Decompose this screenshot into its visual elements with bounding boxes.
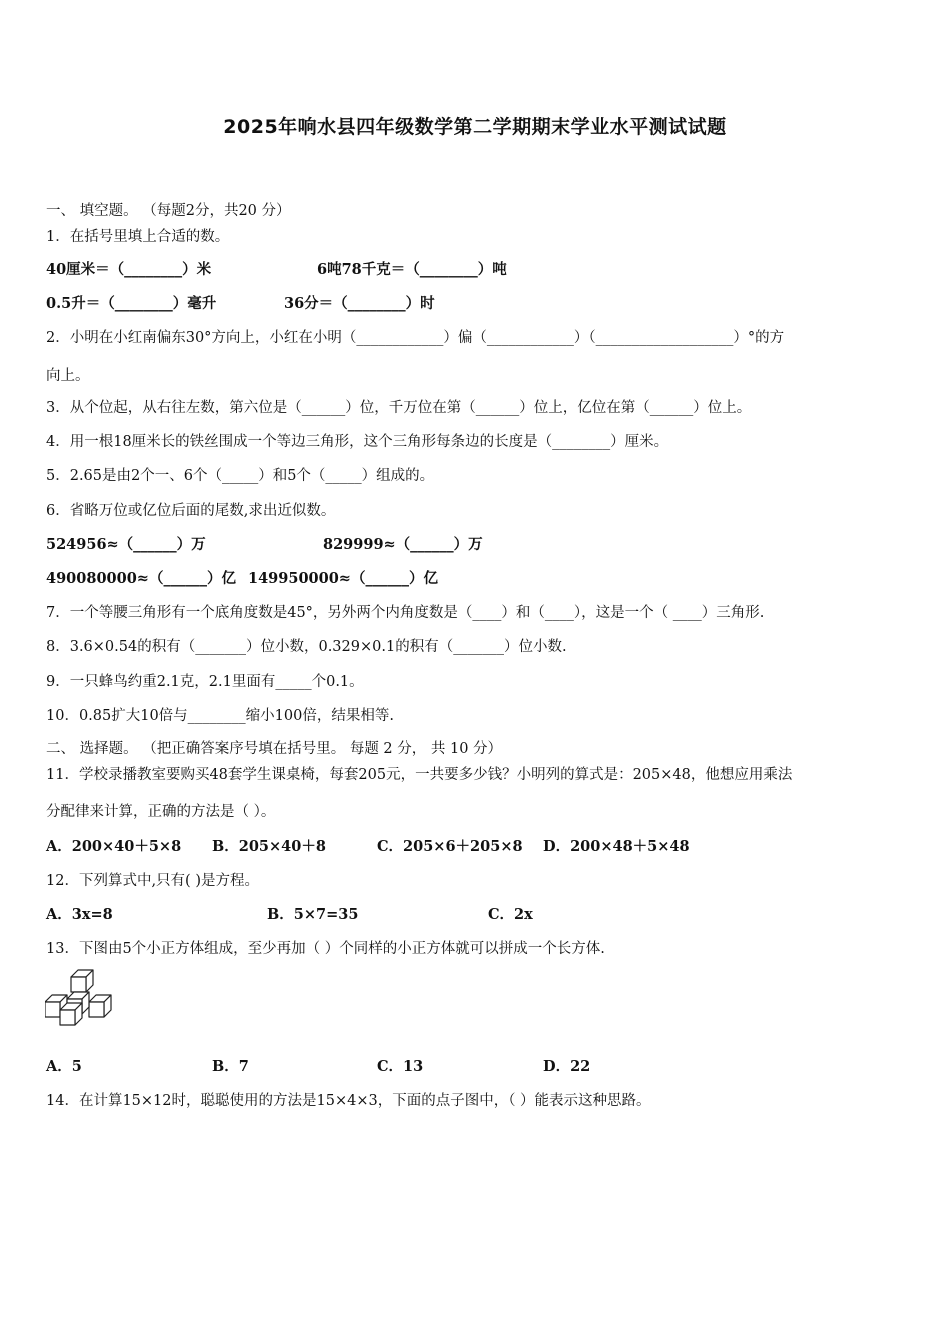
question-6-item-a: 524956≈（______）万 (46, 536, 206, 553)
question-2-line-1: 2．小明在小红南偏东30°方向上，小红在小明（____________）偏（____________）（___________________）°的方 (46, 330, 785, 346)
question-6-stem: 6．省略万位或亿位后面的尾数,求出近似数。 (46, 503, 336, 519)
section-heading-choice: 二、 选择题。 （把正确答案序号填在括号里。 每题 2 分， 共 10 分） (46, 741, 503, 757)
question-9: 9．一只蜂鸟约重2.1克，2.1里面有_____个0.1。 (46, 674, 364, 690)
question-7: 7．一个等腰三角形有一个底角度数是45°，另外两个内角度数是（____）和（____），这是一个（ ____）三角形. (46, 605, 765, 621)
question-1-item-b: 6吨78千克＝（________）吨 (317, 261, 507, 278)
page-title: 2025年响水县四年级数学第二学期期末学业水平测试试题 (223, 116, 727, 138)
question-10: 10．0.85扩大10倍与________缩小100倍，结果相等. (46, 708, 394, 724)
question-12-option-c: C．2x (488, 906, 533, 923)
question-14-stem: 14．在计算15×12时，聪聪使用的方法是15×4×3，下面的点子图中，（ ）能表示这种思路。 (46, 1093, 651, 1109)
cube-bottom-right (89, 995, 111, 1017)
question-11-option-d: D．200×48＋5×48 (543, 838, 690, 855)
question-6-item-d: 149950000≈（______）亿 (248, 570, 438, 587)
question-11-option-a: A．200×40＋5×8 (46, 838, 182, 855)
question-6-item-b: 829999≈（______）万 (323, 536, 483, 553)
question-13-stem: 13．下图由5个小正方体组成，至少再加（ ）个同样的小正方体就可以拼成一个长方体. (46, 941, 605, 957)
question-1-item-d: 36分＝（________）时 (284, 295, 435, 312)
question-12-option-b: B．5×7=35 (267, 906, 359, 923)
question-3: 3．从个位起，从右往左数，第六位是（______）位，千万位在第（______）位上，亿位在第（______）位上。 (46, 400, 752, 416)
question-11-line-2: 分配律来计算，正确的方法是（ ）。 (46, 804, 276, 820)
question-13-option-d: D．22 (543, 1058, 591, 1075)
question-13-option-a: A．5 (46, 1058, 82, 1075)
question-13-option-c: C．13 (377, 1058, 424, 1075)
question-1-stem: 1．在括号里填上合适的数。 (46, 229, 230, 245)
question-11-option-b: B．205×40＋8 (212, 838, 326, 855)
question-6-item-c: 490080000≈（______）亿 (46, 570, 236, 587)
cube-stack-figure (45, 969, 125, 1033)
question-12-stem: 12．下列算式中,只有( )是方程。 (46, 873, 259, 889)
question-11-option-c: C．205×6＋205×8 (377, 838, 523, 855)
question-12-option-a: A．3x=8 (46, 906, 113, 923)
section-heading-fill-blank: 一、 填空题。 （每题2分，共20 分） (46, 203, 291, 219)
question-4: 4．用一根18厘米长的铁丝围成一个等边三角形，这个三角形每条边的长度是（________）厘米。 (46, 434, 669, 450)
cube-top (71, 970, 93, 992)
question-5: 5．2.65是由2个一、6个（_____）和5个（_____）组成的。 (46, 468, 435, 484)
question-13-option-b: B．7 (212, 1058, 249, 1075)
question-11-line-1: 11．学校录播教室要购买48套学生课桌椅，每套205元，一共要多少钱？小明列的算式是：205×48，他想应用乘法 (46, 767, 793, 783)
question-2-line-2: 向上。 (46, 368, 90, 384)
question-8: 8．3.6×0.54的积有（_______）位小数，0.329×0.1的积有（_______）位小数. (46, 639, 567, 655)
question-1-item-c: 0.5升＝（________）毫升 (46, 295, 217, 312)
question-1-item-a: 40厘米＝（________）米 (46, 261, 212, 278)
cube-front (60, 1003, 82, 1025)
